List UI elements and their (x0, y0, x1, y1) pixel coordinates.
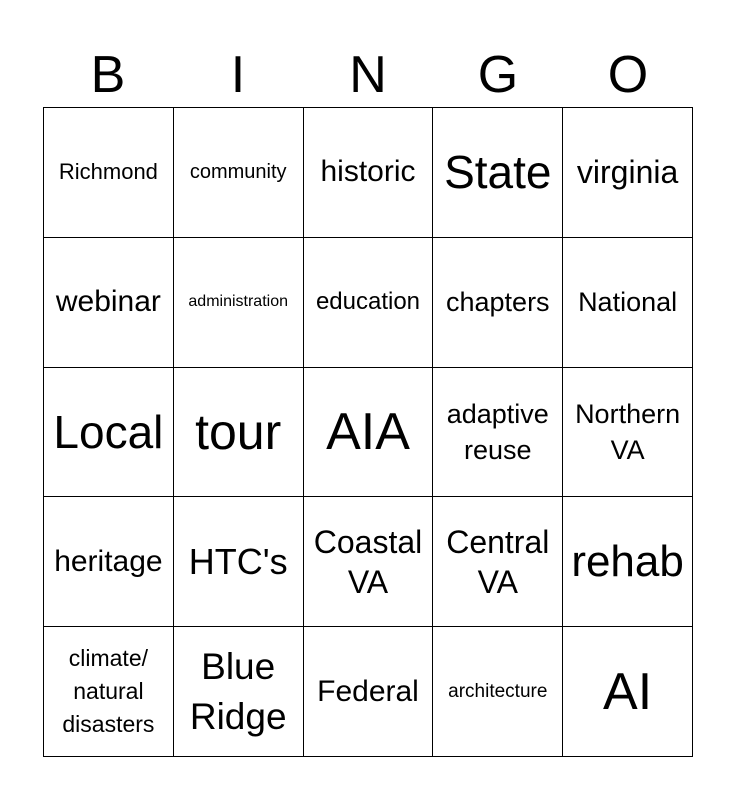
cell-label: tour (195, 403, 282, 460)
bingo-cell[interactable] (44, 238, 174, 368)
bingo-card-grid (43, 107, 693, 757)
cell-label: HTC's (188, 540, 288, 582)
bingo-cell[interactable] (174, 497, 304, 627)
header-letter-b: B (90, 46, 126, 104)
bingo-cell[interactable] (174, 238, 304, 368)
bingo-cell[interactable] (174, 627, 304, 757)
bingo-cell[interactable] (563, 497, 693, 627)
bingo-cell[interactable] (304, 108, 434, 238)
header-letter-o: O (607, 46, 649, 104)
bingo-cell[interactable] (563, 368, 693, 498)
bingo-cell[interactable] (433, 627, 563, 757)
cell-label: adaptive reuse (446, 398, 549, 465)
cell-label: rehab (571, 536, 684, 586)
cell-label: State (444, 146, 552, 199)
cell-label: Northern VA (575, 398, 681, 465)
bingo-cell[interactable] (304, 238, 434, 368)
bingo-cell[interactable] (174, 108, 304, 238)
cell-label: webinar (55, 285, 161, 319)
bingo-cell[interactable] (174, 368, 304, 498)
bingo-header (43, 46, 693, 104)
cell-label: virginia (576, 154, 679, 191)
cell-label: AI (603, 662, 653, 721)
cell-label: Blue Ridge (189, 645, 287, 737)
header-letter-i: I (230, 46, 246, 104)
bingo-cell[interactable] (44, 368, 174, 498)
cell-label: Coastal VA (313, 523, 423, 600)
cell-label: Federal (317, 674, 419, 708)
cell-label: community (189, 161, 287, 184)
bingo-cell[interactable] (433, 497, 563, 627)
cell-label: heritage (54, 544, 163, 578)
cell-label: historic (320, 155, 416, 189)
cell-label: National (578, 287, 678, 318)
cell-label: AIA (326, 402, 410, 461)
cell-label: architecture (448, 681, 548, 703)
bingo-cell[interactable] (563, 627, 693, 757)
bingo-cell[interactable] (304, 368, 434, 498)
cell-label: climate/ natural disasters (62, 645, 155, 738)
cell-label: Richmond (58, 159, 158, 185)
bingo-cell[interactable] (304, 497, 434, 627)
header-letter-g: G (477, 46, 519, 104)
header-letter-n: N (349, 46, 387, 104)
bingo-cell[interactable] (44, 108, 174, 238)
cell-label: education (315, 288, 421, 316)
bingo-cell[interactable] (44, 497, 174, 627)
cell-label: chapters (446, 287, 550, 318)
bingo-cell[interactable] (304, 627, 434, 757)
bingo-cell[interactable] (433, 108, 563, 238)
cell-label: Central VA (446, 523, 550, 600)
cell-label: Local (53, 405, 164, 458)
bingo-cell[interactable] (433, 238, 563, 368)
cell-label: administration (188, 293, 288, 311)
bingo-cell[interactable] (44, 627, 174, 757)
bingo-cell[interactable] (563, 108, 693, 238)
bingo-cell[interactable] (433, 368, 563, 498)
bingo-cell[interactable] (563, 238, 693, 368)
